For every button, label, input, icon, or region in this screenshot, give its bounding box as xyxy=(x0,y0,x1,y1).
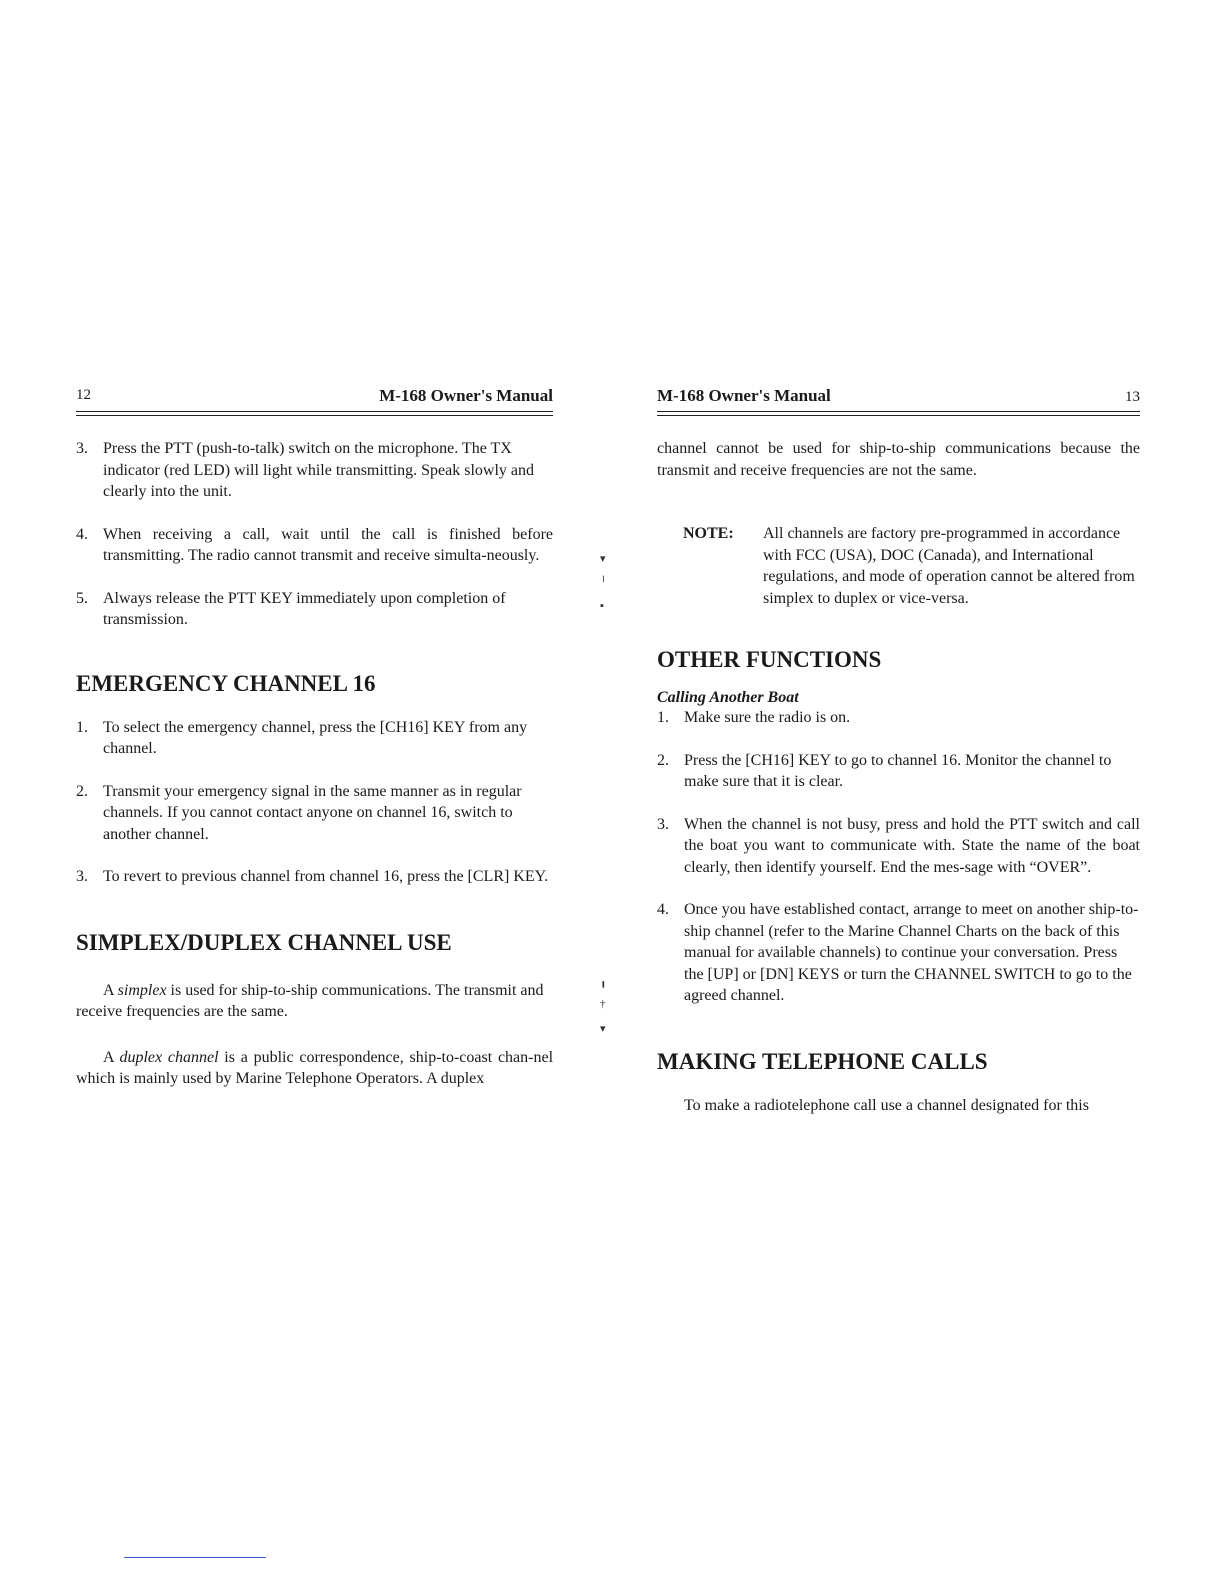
list-item: 2. Transmit your emergency signal in the same manner as in regular channels. If you cannot contact anyone on channel 16, switch to another channel. xyxy=(76,782,522,843)
right-page xyxy=(657,384,1140,1116)
section-heading-other-functions: OTHER FUNCTIONS xyxy=(657,647,882,672)
gutter-mark: ╵ xyxy=(600,577,607,589)
gutter-mark: † xyxy=(600,998,606,1010)
list-item: 1. Make sure the radio is on. xyxy=(657,709,851,726)
list-item: 1. To select the emergency channel, press the [CH16] KEY from any channel. xyxy=(76,718,528,757)
bottom-underline xyxy=(124,1557,266,1558)
simplex-paragraph: A simplex is used for ship-to-ship communications. The transmit and receive frequencies are the same. xyxy=(76,981,544,1020)
section-heading-telephone-calls: MAKING TELEPHONE CALLS xyxy=(657,1048,988,1074)
duplex-paragraph: A duplex channel is a public correspondence, ship-to-coast chan-nel which is mainly used by Marine Telephone Operators. A duplex xyxy=(76,1048,554,1087)
right-page-header xyxy=(657,384,1140,408)
header-rule xyxy=(76,411,553,412)
gutter-mark: ▾ xyxy=(600,1023,606,1035)
section-heading-emergency: EMERGENCY CHANNEL 16 xyxy=(76,670,376,696)
list-item: 5. Always release the PTT KEY immediately upon completion of transmission. xyxy=(76,589,506,628)
left-page-header xyxy=(76,384,553,408)
continuation-paragraph: channel cannot be used for ship-to-ship communications because the transmit and receive frequencies are not the same. xyxy=(657,440,1140,479)
note-label: NOTE: xyxy=(683,525,734,542)
gutter-mark: ╻ xyxy=(600,976,607,988)
list-item: 3. To revert to previous channel from channel 16, press the [CLR] KEY. xyxy=(76,868,549,885)
gutter-mark: ▪ xyxy=(600,600,604,612)
page-number: 12 xyxy=(76,387,91,403)
list-item: 3. When the channel is not busy, press and hold the PTT switch and call the boat you want to communicate with. State the name of the boat clearly, then identify yourself. End the mes-sage with “OVER”. xyxy=(657,815,1140,876)
list-item: 4. Once you have established contact, arrange to meet on another ship-to-ship channel (refer to the Marine Channel Charts on the back of this manual for available channels) to continue your conversation. Press the [UP] or [DN] KEYS or turn the CHANNEL SWITCH to go to the agreed channel. xyxy=(657,901,1139,1004)
note-text: All channels are factory pre-programmed in accordance with FCC (USA), DOC (Canada), and International regulations, and mode of operation cannot be altered from simplex to duplex or vice-versa. xyxy=(763,525,1135,607)
page-number: 13 xyxy=(1125,389,1140,405)
header-rule xyxy=(657,411,1140,412)
list-item: 3. Press the PTT (push-to-talk) switch on the microphone. The TX indicator (red LED) will light while transmitting. Speak slowly and clearly into the unit. xyxy=(76,440,535,500)
header-title: M-168 Owner's Manual xyxy=(657,386,831,405)
gutter-mark: ▾ xyxy=(600,553,606,565)
subheading-calling-another-boat: Calling Another Boat xyxy=(657,689,799,706)
header-title: M-168 Owner's Manual xyxy=(379,386,553,405)
telephone-paragraph: To make a radiotelephone call use a channel designated for this xyxy=(684,1096,1089,1114)
section-heading-simplex-duplex: SIMPLEX/DUPLEX CHANNEL USE xyxy=(76,929,452,955)
list-item: 4. When receiving a call, wait until the call is finished before transmitting. The radio cannot transmit and receive simulta-neously. xyxy=(76,525,553,564)
note-block xyxy=(657,523,1140,609)
left-page xyxy=(76,384,553,1090)
list-item: 2. Press the [CH16] KEY to go to channel 16. Monitor the channel to make sure that it is clear. xyxy=(657,751,1112,790)
